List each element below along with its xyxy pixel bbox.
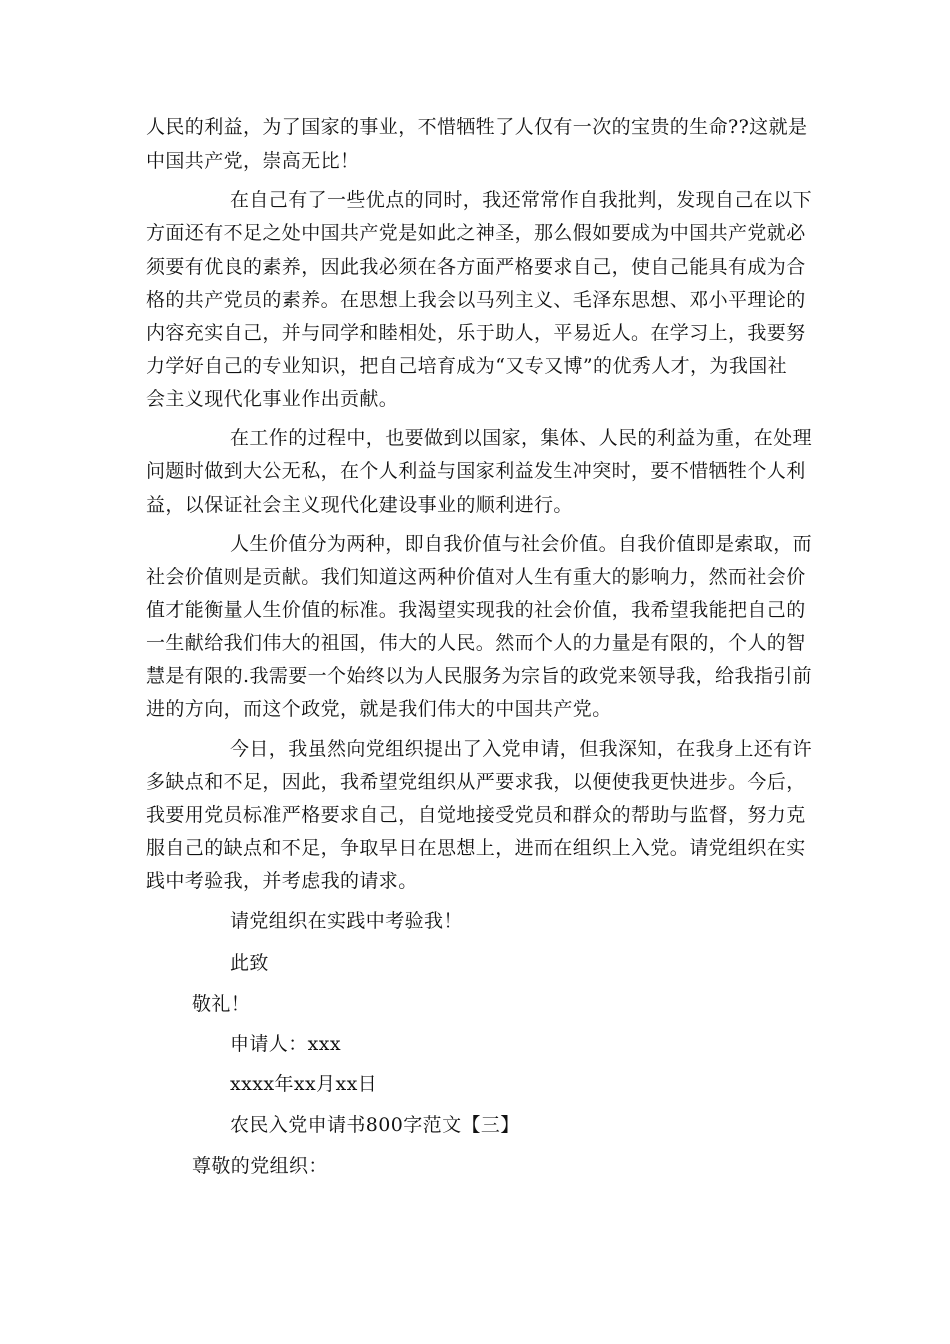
text-line: 内容充实自己，并与同学和睦相处，乐于助人，平易近人。在学习上，我要努 [146,322,806,344]
text-line: 中国共产党，崇高无比！ [146,150,360,172]
text-line: 在工作的过程中，也要做到以国家，集体、人民的利益为重，在处理 [230,427,813,449]
text-line: 人民的利益，为了国家的事业，不惜牺牲了人仅有一次的宝贵的生命??这就是 [146,116,808,138]
text-line: 问题时做到大公无私，在个人利益与国家利益发生冲突时，要不惜牺牲个人利 [146,460,806,482]
text-line: 力学好自己的专业知识，把自己培育成为“又专又博”的优秀人才，为我国社 [146,355,788,377]
salutation-line: 敬礼！ [192,993,251,1015]
text-line: 值才能衡量人生价值的标准。我渴望实现我的社会价值，我希望我能把自己的 [146,599,806,621]
text-line: 须要有优良的素养，因此我必须在各方面严格要求自己，使自己能具有成为合 [146,256,806,278]
text-line: 进的方向，而这个政党，就是我们伟大的中国共产党。 [146,698,612,720]
text-line: 格的共产党员的素养。在思想上我会以马列主义、毛泽东思想、邓小平理论的 [146,289,806,311]
text-line: 今日，我虽然向党组织提出了入党申请，但我深知，在我身上还有许 [230,738,813,760]
text-line: 会主义现代化事业作出贡献。 [146,388,399,410]
text-line: 慧是有限的.我需要一个始终以为人民服务为宗旨的政党来领导我，给我指引前 [146,665,813,687]
text-line: 益，以保证社会主义现代化建设事业的顺利进行。 [146,494,573,516]
text-line: 在自己有了一些优点的同时，我还常常作自我批判，发现自己在以下 [230,189,813,211]
closing-line: 请党组织在实践中考验我！ [230,910,463,932]
greeting-line: 尊敬的党组织： [192,1155,328,1177]
text-line: 践中考验我，并考虑我的请求。 [146,870,418,892]
text-line: 人生价值分为两种，即自我价值与社会价值。自我价值即是索取，而 [230,533,813,555]
text-line: 多缺点和不足，因此，我希望党组织从严要求我，以便使我更快进步。今后， [146,771,806,793]
text-line: 服自己的缺点和不足，争取早日在思想上，进而在组织上入党。请党组织在实 [146,837,806,859]
text-line: 我要用党员标准严格要求自己，自觉地接受党员和群众的帮助与监督，努力克 [146,804,806,826]
date-line: xxxx年xx月xx日 [230,1073,378,1095]
text-line: 一生献给我们伟大的祖国，伟大的人民。然而个人的力量是有限的，个人的智 [146,632,806,654]
salutation-line: 此致 [230,952,269,974]
text-line: 社会价值则是贡献。我们知道这两种价值对人生有重大的影响力，然而社会价 [146,566,806,588]
applicant-line: 申请人：xxx [230,1033,341,1055]
section-heading: 农民入党申请书800字范文【三】 [230,1114,520,1136]
text-line: 方面还有不足之处中国共产党是如此之神圣，那么假如要成为中国共产党就必 [146,222,806,244]
